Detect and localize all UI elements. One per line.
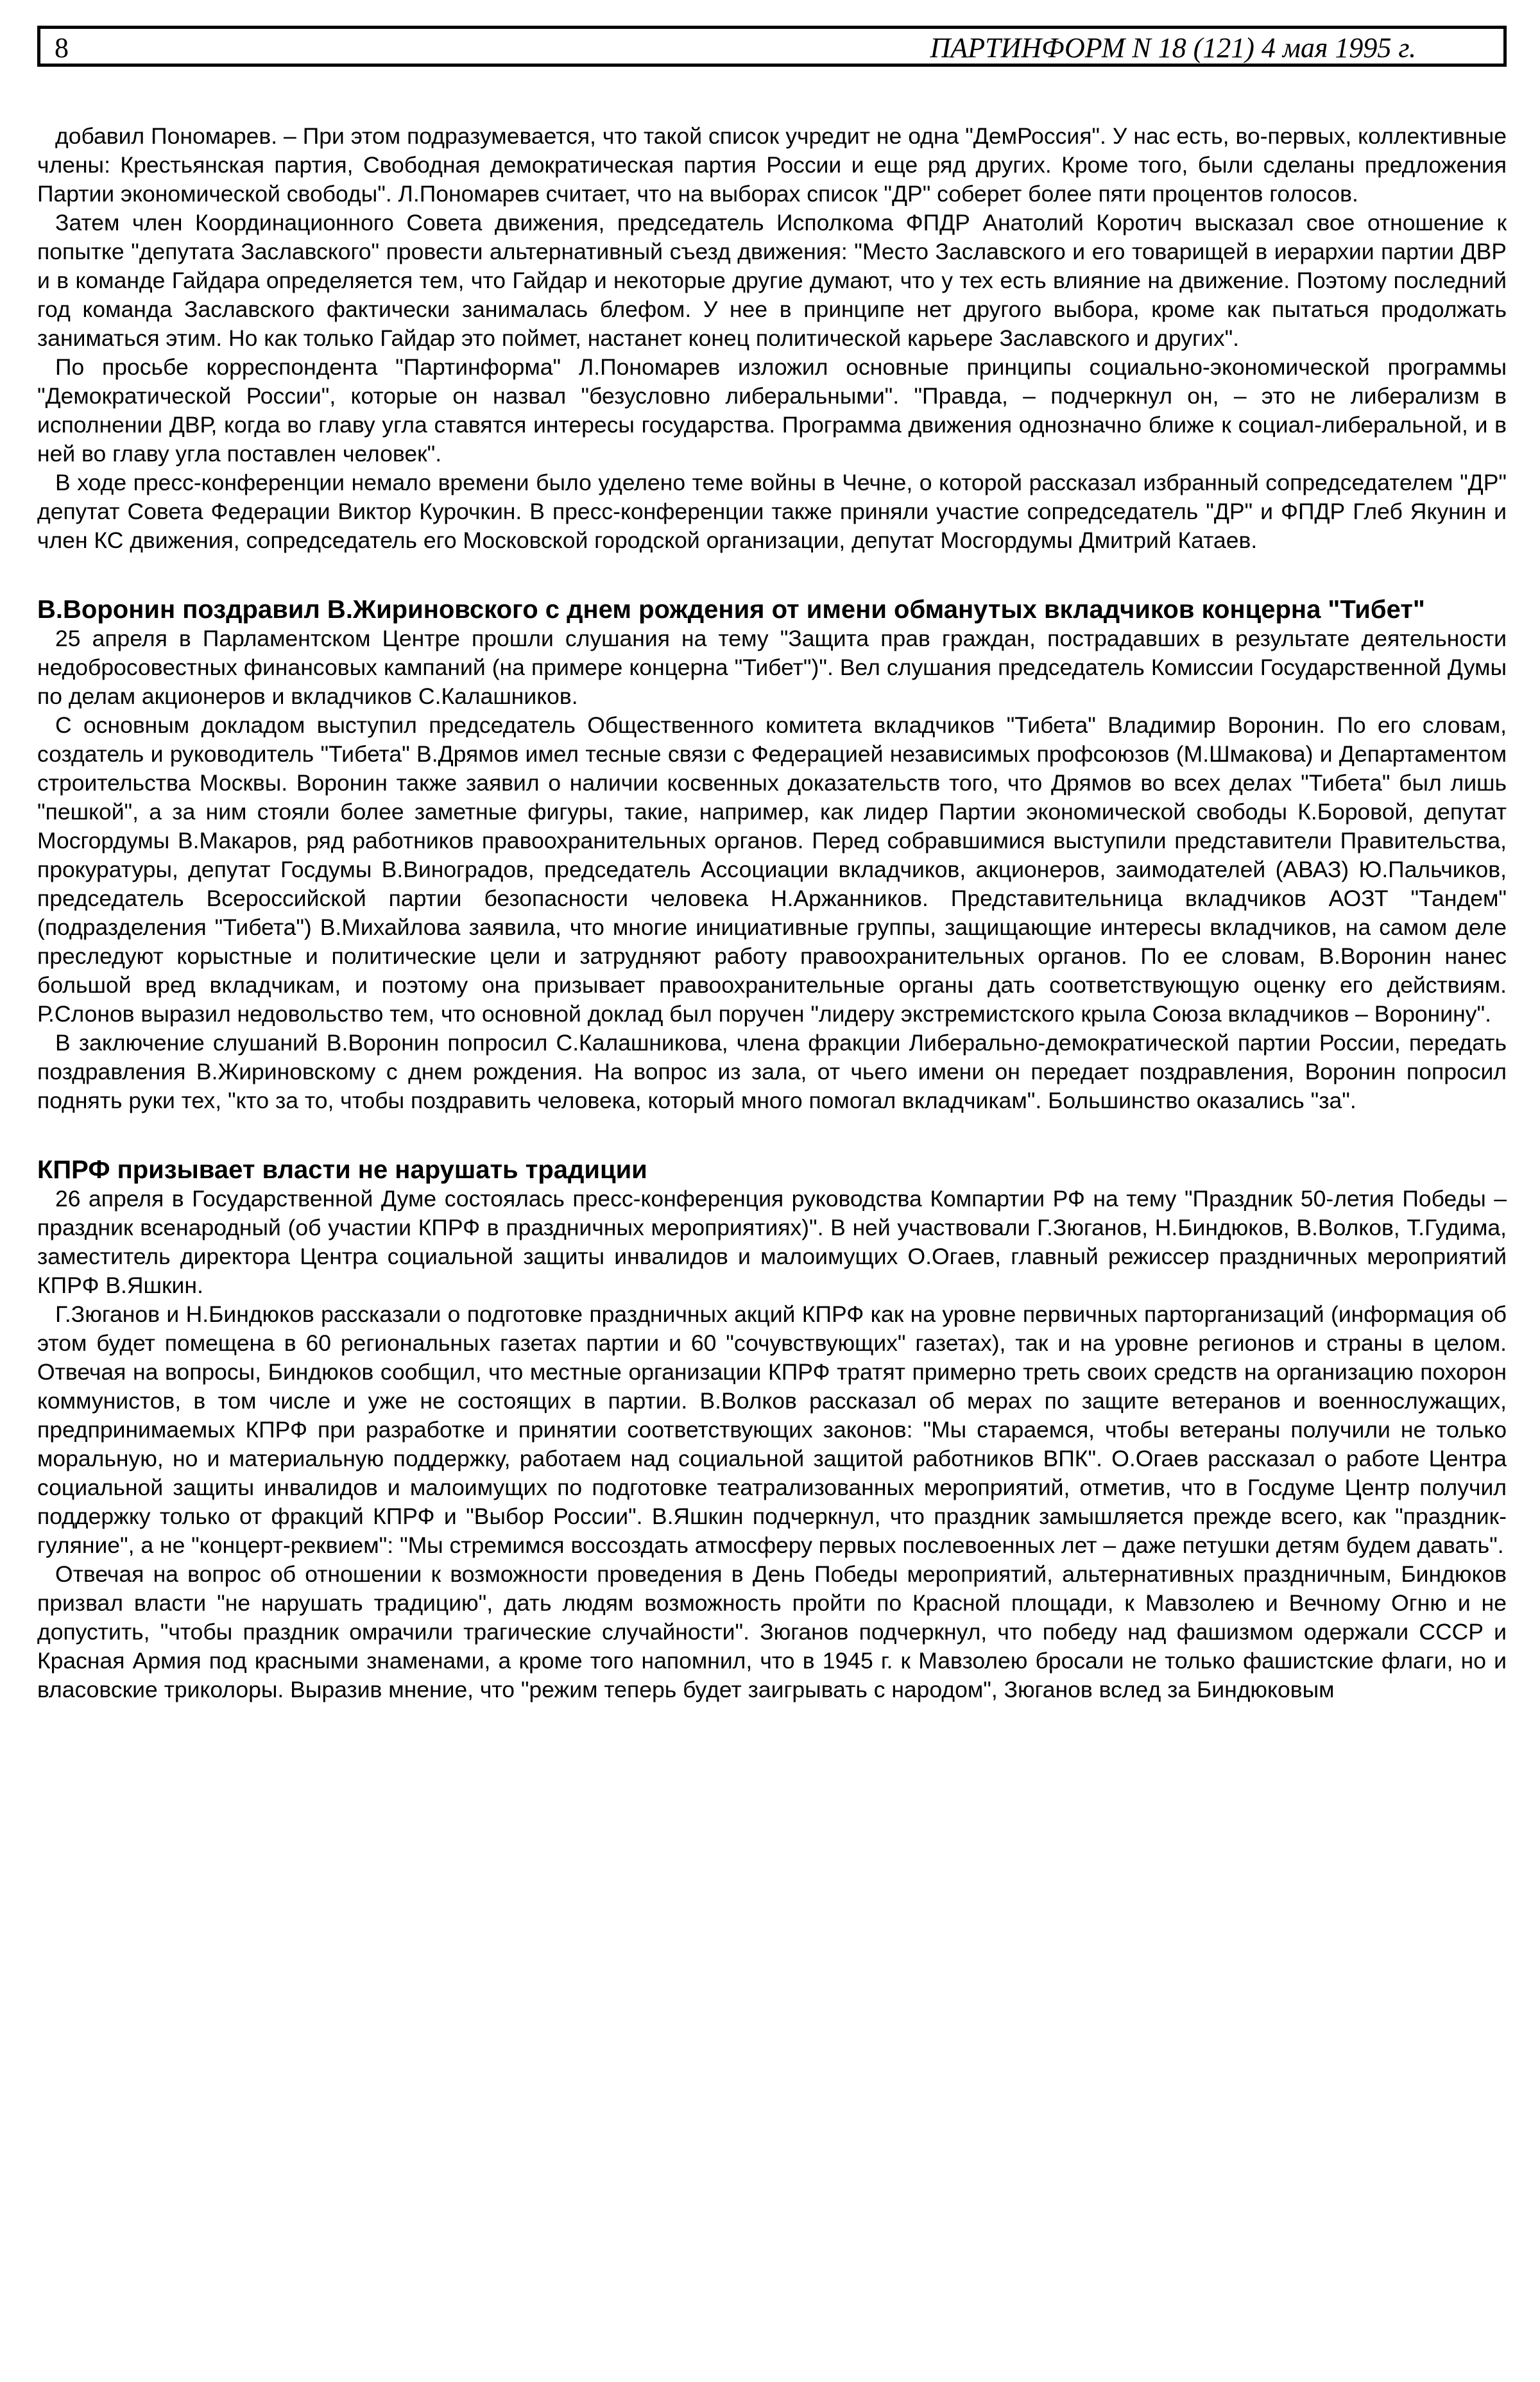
section-heading-kprf: КПРФ призывает власти не нарушать традиции (37, 1156, 647, 1184)
paragraph: В ходе пресс-конференции немало времени было уделено теме войны в Чечне, о которой рассказал избранный сопредседателем "ДР" депутат Совета Федерации Виктор Курочкин. В пресс-конференции также приняли участие сопредседатель "ДР" и ФПДР Глеб Якунин и член КС движения, сопредседатель его Московской городской организации, депутат Мосгордумы Дмитрий Катаев. (37, 470, 1507, 553)
article-body (37, 122, 1507, 1704)
publication-title: ПАРТИНФОРМ N 18 (121) 4 мая 1995 г. (930, 32, 1416, 64)
paragraph: По просьбе корреспондента "Партинформа" Л.Пономарев изложил основные принципы социально-экономической программы "Демократической России", которые он назвал "безусловно либеральными". "Правда, – подчеркнул он, – это не либерализм в исполнении ДВР, когда во главу угла ставятся интересы государства. Программа движения однозначно ближе к социал-либеральной, и в ней во главу угла поставлен человек". (37, 354, 1507, 467)
page-number: 8 (55, 32, 69, 64)
paragraph: 25 апреля в Парламентском Центре прошли слушания на тему "Защита прав граждан, пострадавших в результате деятельности недобросовестных финансовых кампаний (на примере концерна "Тибет")". Вел слушания председатель Комиссии Государственной Думы по делам акционеров и вкладчиков С.Калашников. (37, 626, 1507, 709)
paragraph: Затем член Координационного Совета движения, председатель Исполкома ФПДР Анатолий Коротич высказал свое отношение к попытке "депутата Заславского" провести альтернативный съезд движения: "Место Заславского и его товарищей в иерархии партии ДВР и в команде Гайдара определяется тем, что Гайдар и некоторые другие думают, что у тех есть влияние на движение. Поэтому последний год команда Заславского фактически занималась блефом. У нее в принципе нет другого выбора, кроме как пытаться продолжать заниматься этим. Но как только Гайдар это поймет, настанет конец политической карьере Заславского и других". (37, 210, 1507, 351)
paragraph: В заключение слушаний В.Воронин попросил С.Калашникова, члена фракции Либерально-демократической партии России, передать поздравления В.Жириновскому с днем рождения. На вопрос из зала, от чьего имени он передает поздравления, Воронин попросил поднять руки тех, "кто за то, чтобы поздравить человека, который много помогал вкладчикам". Большинство оказались "за". (37, 1030, 1507, 1113)
paragraph: Г.Зюганов и Н.Биндюков рассказали о подготовке праздничных акций КПРФ как на уровне первичных парторганизаций (информация об этом будет помещена в 60 региональных газетах партии и 60 "сочувствующих" газетах), так и на уровне регионов и страны в целом. Отвечая на вопросы, Биндюков сообщил, что местные организации КПРФ тратят примерно треть своих средств на организацию похорон коммунистов, в том числе и уже не состоящих в партии. В.Волков рассказал об мерах по защите ветеранов и военнослужащих, предпринимаемых КПРФ при разработке и принятии соответствующих законов: "Мы стараемся, чтобы ветераны получили не только моральную, но и материальную поддержку, работаем над социальной защитой работников ВПК". О.Огаев рассказал о работе Центра социальной защиты инвалидов и малоимущих по подготовке театрализованных мероприятий, отметив, что в Госдуме Центр получил поддержку только от фракций КПРФ и "Выбор России". В.Яшкин подчеркнул, что праздник замышляется прежде всего, как "праздник-гуляние", а не "концерт-реквием": "Мы стремимся воссоздать атмосферу первых послевоенных лет – даже петушки детям будем давать". (37, 1301, 1507, 1558)
paragraph: С основным докладом выступил председатель Общественного комитета вкладчиков "Тибета" Владимир Воронин. По его словам, создатель и руководитель "Тибета" В.Дрямов имел тесные связи с Федерацией независимых профсоюзов (М.Шмакова) и Департаментом строительства Москвы. Воронин также заявил о наличии косвенных доказательств того, что Дрямов во всех делах "Тибета" был лишь "пешкой", а за ним стояли более заметные фигуры, такие, например, как лидер Партии экономической свободы К.Боровой, депутат Мосгордумы В.Макаров, ряд работников правоохранительных органов. Перед собравшимися выступили представители Правительства, прокуратуры, депутат Госдумы В.Виноградов, председатель Ассоциации вкладчиков, акционеров, заимодателей (АВАЗ) Ю.Пальчиков, председатель Всероссийской партии безопасности человека Н.Аржанников. Представительница вкладчиков АОЗТ "Тандем" (подразделения "Тибета") В.Михайлова заявила, что многие инициативные группы, защищающие интересы вкладчиков, на самом деле преследуют корыстные и политические цели и затрудняют работу правоохранительных органов. По ее словам, В.Воронин нанес большой вред вкладчикам, и поэтому она призывает правоохранительные органы дать соответствующую оценку его действиям. Р.Слонов выразил недовольство тем, что основной доклад был поручен "лидеру экстремистского крыла Союза вкладчиков – Воронину". (37, 712, 1507, 1027)
paragraph: Отвечая на вопрос об отношении к возможности проведения в День Победы мероприятий, альтернативных праздничным, Биндюков призвал власти "не нарушать традицию", дать людям возможность пройти по Красной площади, к Мавзолею и Вечному Огню и не допустить, "чтобы праздник омрачили трагические случайности". Зюганов подчеркнул, что победу над фашизмом одержали СССР и Красная Армия под красными знаменами, а кроме того напомнил, что в 1945 г. к Мавзолею бросали не только фашистские флаги, но и власовские триколоры. Выразив мнение, что "режим теперь будет заигрывать с народом", Зюганов вслед за Биндюковым (37, 1561, 1507, 1702)
paragraph: 26 апреля в Государственной Думе состоялась пресс-конференция руководства Компартии РФ на тему "Праздник 50-летия Победы – праздник всенародный (об участии КПРФ в праздничных мероприятиях)". В ней участвовали Г.Зюганов, Н.Биндюков, В.Волков, Т.Гудима, заместитель директора Центра социальной защиты инвалидов и малоимущих О.Огаев, главный режиссер праздничных мероприятий КПРФ В.Яшкин. (37, 1186, 1507, 1298)
section-heading-tibet: В.Воронин поздравил В.Жириновского с днем рождения от имени обманутых вкладчиков концерна "Тибет" (37, 596, 1425, 624)
newspaper-page (37, 26, 1507, 1704)
paragraph: добавил Пономарев. – При этом подразумевается, что такой список учредит не одна "ДемРоссия". У нас есть, во-первых, коллективные члены: Крестьянская партия, Свободная демократическая партия России и еще ряд других. Кроме того, были сделаны предложения Партии экономической свободы". Л.Пономарев считает, что на выборах список "ДР" соберет более пяти процентов голосов. (37, 123, 1507, 207)
page-header (37, 26, 1507, 67)
